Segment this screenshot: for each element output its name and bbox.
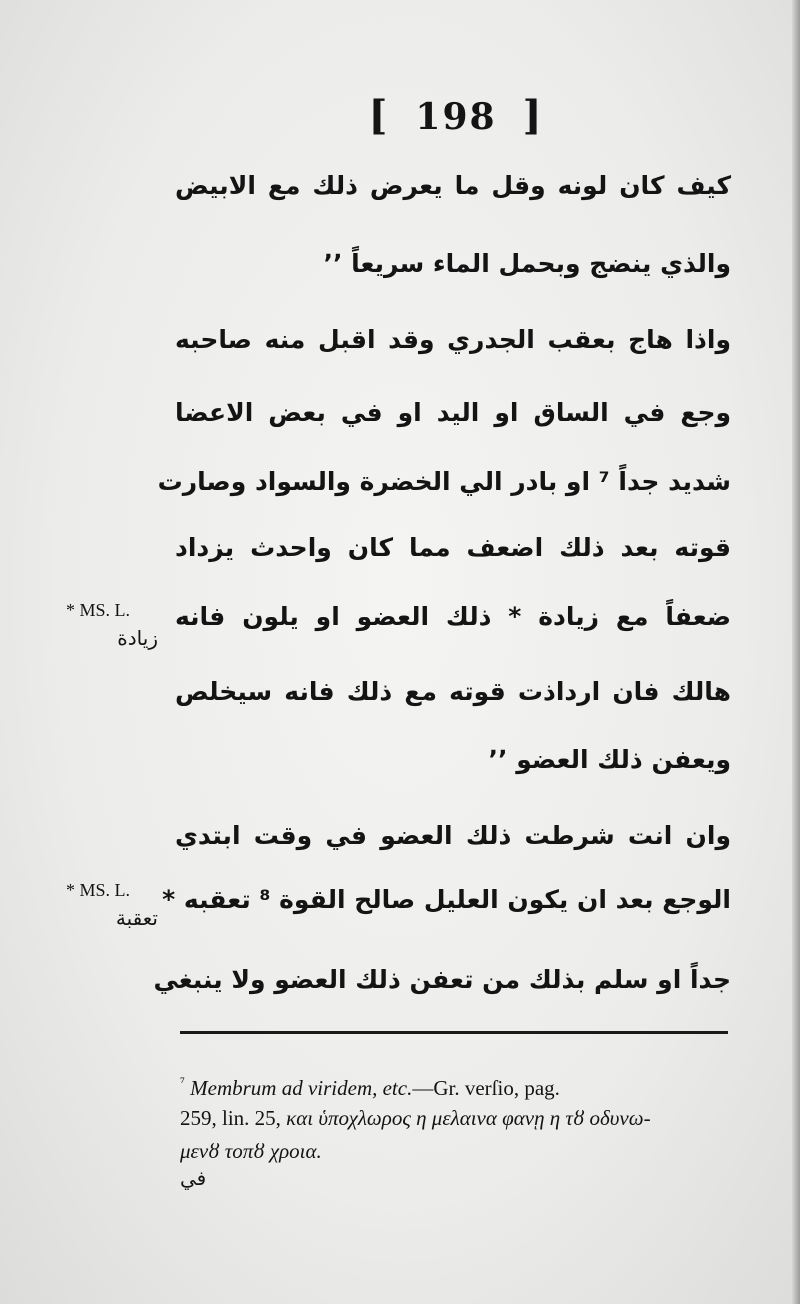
body-line: كيف كان لونه وقل ما يعرض ذلك مع الابيض [175, 171, 731, 200]
margin-note-label: * MS. L. [66, 880, 131, 900]
footnote-page-ref: 259, lin. 25, [180, 1106, 281, 1130]
margin-note-label: * MS. L. [66, 600, 131, 620]
body-line: الوجع بعد ان يكون العليل صالح القوة ⁸ تعقبه * [162, 885, 731, 914]
footnote-greek: και ὑποχλωρος η μελαινα φανῃ η τȣ οδυνω- [286, 1106, 651, 1130]
page-number-header [356, 92, 556, 142]
body-line: واذا هاج بعقب الجدري وقد اقبل منه صاحبه [175, 325, 731, 354]
body-line: ضعفاً مع زيادة * ذلك العضو او يلون فانه [175, 602, 731, 631]
footnote-source: —Gr. verſio, pag. [412, 1076, 560, 1100]
body-line: شديد جداً ⁷ او بادر الي الخضرة والسواد وصارت [157, 467, 731, 496]
footnote-greek: μενȣ τοπȣ χροια. [180, 1139, 322, 1163]
body-line: وجع في الساق او اليد او في بعض الاعضا [175, 398, 731, 427]
footnote-rule [180, 1031, 728, 1034]
footnote-italic: Membrum ad viridem, etc. [190, 1076, 413, 1100]
bracket-close: ] [522, 92, 544, 139]
margin-note-arabic: تعقبة [115, 906, 158, 930]
footnote-marker: ⁷ [180, 1076, 185, 1091]
body-line: قوته بعد ذلك اضعف مما كان واحدث يزداد [175, 533, 731, 562]
margin-note [66, 596, 170, 652]
catchword: في [180, 1166, 207, 1190]
body-line: ويعفن ذلك العضو ٬٬ [488, 745, 731, 774]
footnote-line-2 [180, 1102, 740, 1134]
body-line: والذي ينضج وبحمل الماء سريعاً ٬٬ [323, 249, 731, 278]
margin-note [66, 876, 170, 932]
body-line: هالك فان ارداذت قوته مع ذلك فانه سيخلص [175, 677, 731, 706]
page-number: 198 [415, 96, 497, 138]
body-line: وان انت شرطت ذلك العضو في وقت ابتدي [175, 821, 731, 850]
page-edge [792, 0, 800, 1304]
margin-note-arabic: زيادة [117, 626, 158, 650]
footnote-line-1 [180, 1068, 740, 1104]
bracket-open: [ [368, 92, 390, 139]
footnote-line-3 [180, 1135, 740, 1167]
body-line: جداً او سلم بذلك من تعفن ذلك العضو ولا ينبغي [153, 965, 731, 994]
